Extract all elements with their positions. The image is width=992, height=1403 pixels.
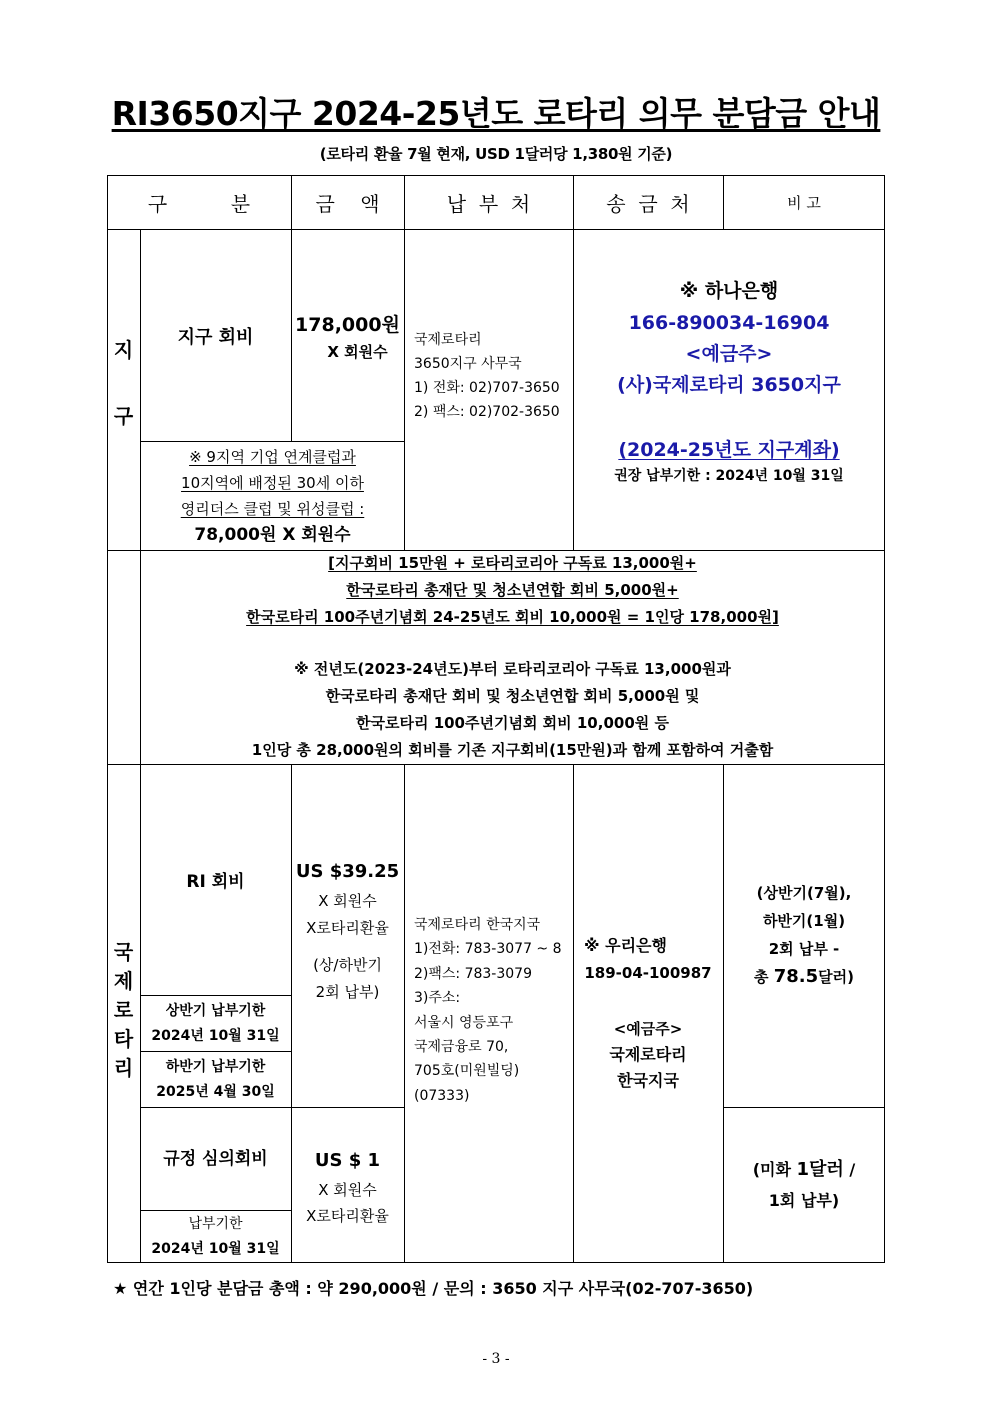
district-sub-divider [140,441,405,442]
breakdown-note: 한국로타리 100주년기념회 회비 10,000원 등 [356,714,669,732]
district-fee-name: 지구 회비 [177,327,254,348]
intl-depositor: 국제로타리 [609,1045,687,1064]
district-depositor-label: <예금주> [685,343,773,365]
district-depositor: (사)국제로타리 3650지구 [617,374,841,396]
intl-sub-divider [723,1107,885,1108]
district-youth-club-note [140,443,405,549]
district-amount-multiplier: X 회원수 [327,342,388,361]
header-note: 비 고 [787,193,821,212]
council-fee-name: 규정 심의회비 [163,1148,268,1169]
payee-line: 국제로타리 [414,332,482,348]
council-amount: US $ 1 [314,1150,381,1171]
breakdown-note: ※ 전년도(2023-24년도)부터 로타리코리아 구독료 13,000원과 [294,660,731,678]
youth-club-line: 영리더스 클럽 및 위성클럽 : [180,500,365,518]
fee-table [107,175,885,1263]
header-divider [107,229,885,230]
breakdown-divider [107,764,885,765]
youth-club-line: 10지역에 배정된 30세 이하 [181,474,364,492]
first-half-deadline: 상반기 납부기한 2024년 10월 31일 [151,1002,280,1044]
intl-bank: ※ 우리은행 [584,936,667,955]
intl-payee-address: 서울시 영등포구 [414,1014,514,1031]
council-deadline: 납부기한 2024년 10월 31일 [151,1215,280,1257]
payee-line: 3650지구 사무국 [414,356,522,372]
youth-club-amount: 78,000원 X 회원수 [194,525,351,545]
district-deadline: 권장 납부기한 : 2024년 10월 31일 [614,468,844,484]
page-title: RI3650지구 2024-25년도 로타리 의무 분담금 안내 [111,94,881,133]
ri-amount: US $39.25 [295,861,400,882]
payee-phone: 1) 전화: 02)707-3650 [414,380,560,396]
exchange-rate-note: (로타리 환율 7월 현재, USD 1달러당 1,380원 기준) [319,145,673,163]
intl-remit [573,932,723,1102]
intl-label: 국 제 로 타 리 [113,939,134,1080]
ri-fee-name: RI 회비 [186,871,245,892]
payee-fax: 2) 팩스: 02)702-3650 [414,404,560,420]
intl-payee-phone: 1)전화: 783-3077 ~ 8 [414,941,562,958]
intl-account: 189-04-100987 [584,964,712,982]
second-half-deadline: 하반기 납부기한 2025년 4월 30일 [156,1058,275,1100]
intl-depositor-label: <예금주> [613,1020,683,1038]
header-remit: 송 금 처 [606,191,690,216]
breakdown-line: 한국로타리 총재단 및 청소년연합 회비 5,000원+ [346,581,679,599]
youth-club-line: ※ 9지역 기업 연계클럽과 [189,448,356,466]
table-border-bottom [107,1262,885,1263]
intl-depositor: 한국지국 [617,1071,679,1090]
breakdown-note: 1인당 총 28,000원의 회비를 기존 지구회비(15만원)과 함께 포함하여 거출함 [251,741,774,759]
breakdown-note: 한국로타리 총재단 회비 및 청소년연합 회비 5,000원 및 [325,687,700,705]
ri-fee-note: (상반기(7월), 하반기(1월) 2회 납부 - 총 78.5달러) [754,884,854,987]
district-amount: 178,000원 [295,313,400,336]
district-label-2: 구 [113,403,134,428]
header-payee: 납 부 처 [446,191,531,216]
council-fee-note: (미화 1달러 / 1회 납부) [752,1159,856,1210]
intl-col-divider [404,764,405,1263]
page-number: - 3 - [482,1351,510,1367]
district-account-note: (2024-25년도 지구계좌) [618,439,840,461]
council-fee-amount: US $ 1 X 회원수 X로타리환율 [291,1145,404,1225]
fee-breakdown [140,550,885,764]
header-category: 구 분 [147,191,251,216]
annual-total-footer: ★ 연간 1인당 분담금 총액 : 약 290,000원 / 문의 : 3650 지구 사무국(02-707-3650) [113,1279,754,1298]
header-amount: 금 액 [315,191,380,216]
intl-payee: 국제로타리 한국지국 1)전화: 783-3077 ~ 8 2)팩스: 783-3079 3)주소: 서울시 영등포구 국제금융로 70, 705호(미원빌딩) (07333) [414,917,562,1104]
district-account: 166-890034-16904 [628,312,830,334]
district-bank: ※ 하나은행 [679,280,779,302]
district-payee [414,328,569,424]
breakdown-line: [지구회비 15만원 + 로타리코리아 구독료 13,000원+ [328,554,697,572]
district-remit [573,275,885,515]
breakdown-line: 한국로타리 100주년기념회 24-25년도 회비 10,000원 = 1인당 178,000원] [246,608,779,626]
ri-fee-amount: US $39.25 X 회원수 X로타리환율 (상/하반기 2회 납부) [291,855,404,1015]
intl-sub-divider [140,1107,405,1108]
intl-payee-fax: 2)팩스: 783-3079 [414,965,532,982]
district-label-1: 지 [113,337,134,362]
